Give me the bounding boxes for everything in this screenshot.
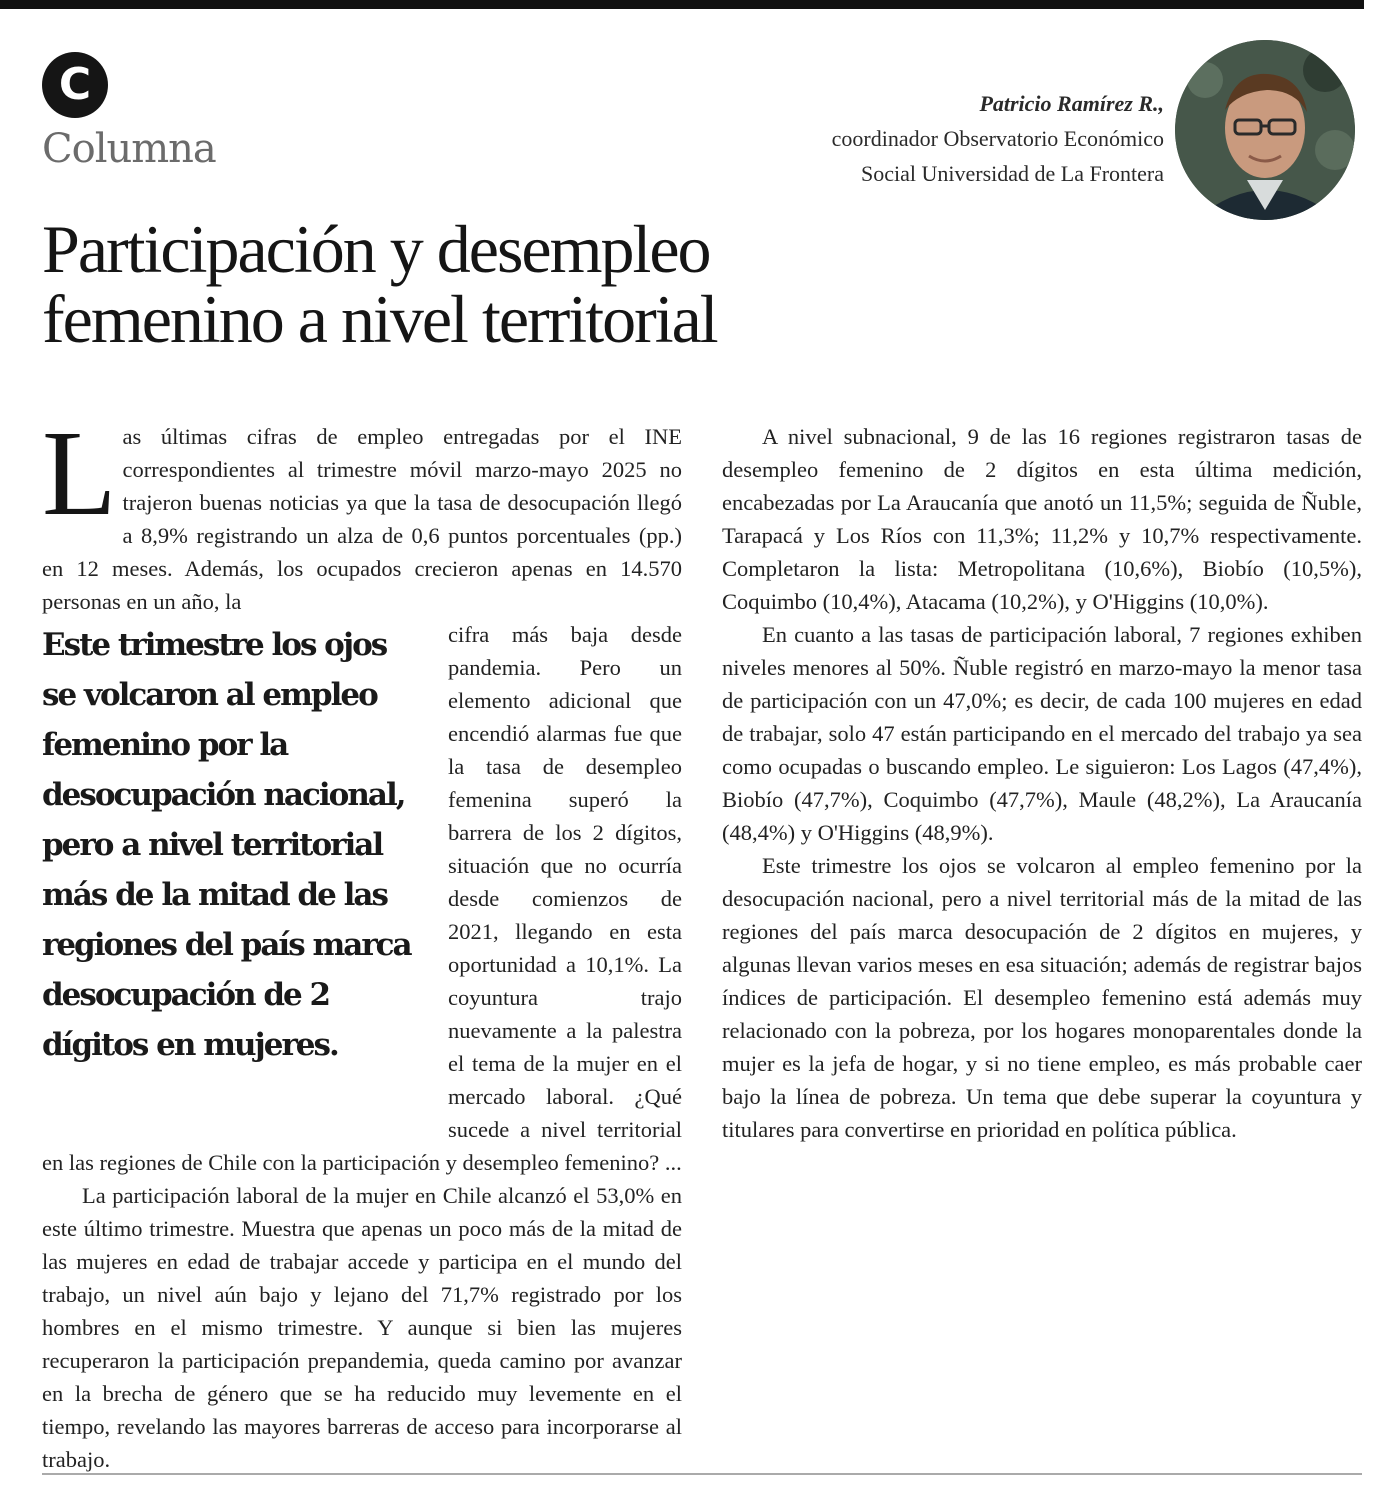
author-role-line1: coordinador Observatorio Económico [831, 126, 1164, 151]
paragraph-1-rest: cifra más baja desde pandemia. Pero un elemento adicional que encendió alarmas fue que la tasa de desempleo femenina superó la barrera de los 2 dígitos, situación que no ocurría desde comienzos de 2021, llegando en esta oportunidad a 10,1%. La coyuntura trajo nuevamente a la palestra el tema de la mujer en el mercado laboral. ¿Qué sucede a nivel territorial en las regiones de Chile con la participación y desempleo femenino? ... [42, 622, 682, 1175]
author-role-line2: Social Universidad de La Frontera [860, 161, 1164, 186]
headline: Participación y desempleo femenino a nivel territorial [42, 211, 717, 357]
paragraph-1-intro: as últimas cifras de empleo entregadas por el INE correspondientes al trimestre móvil marzo-mayo 2025 no trajeron buenas noticias ya que la tasa de desocupación llegó a 8,9% registrando un alza de 0,6 puntos porcentuales (pp.) en 12 meses. Además, los ocupados crecieron apenas en 14.570 personas en un año, la [42, 424, 682, 614]
column-badge: C [42, 52, 108, 118]
top-rule [0, 0, 1364, 9]
author-block [832, 86, 1164, 191]
drop-cap: L [42, 406, 117, 541]
bottom-rule [42, 1473, 1362, 1475]
author-photo [1175, 40, 1355, 220]
author-name: Patricio Ramírez R., [979, 91, 1164, 116]
paragraph-3: A nivel subnacional, 9 de las 16 regiones registraron tasas de desempleo femenino de 2 dígitos en esta última medición, encabezadas por La Araucanía que anotó un 11,5%; seguida de Ñuble, Tarapacá y Los Ríos con 11,3%; 11,2% y 10,7% respectivamente. Completaron la lista: Metropolitana (10,6%), Biobío (10,5%), Coquimbo (10,4%), Atacama (10,2%), y O'Higgins (10,0%). [722, 424, 1362, 614]
article-column-2 [722, 420, 1362, 1146]
paragraph-2: La participación laboral de la mujer en Chile alcanzó el 53,0% en este último trimestre. Muestra que apenas un poco más de la mitad de las mujeres en edad de trabajar accede y participa en el mundo del trabajo, un nivel aún bajo y lejano del 71,7% registrado por los hombres en el mismo trimestre. Y aunque si bien las mujeres recuperaron la participación prepandemia, queda camino por avanzar en la brecha de género que se ha reducido muy levemente en el tiempo, revelando las mayores barreras de acceso para incorporarse al trabajo. [42, 1183, 682, 1472]
paragraph-4: En cuanto a las tasas de participación laboral, 7 regiones exhiben niveles menores al 50%. Ñuble registró en marzo-mayo la menor tasa de participación con un 47,0%; es decir, de cada 100 mujeres en edad de trabajar, solo 47 están participando en el mercado del trabajo ya sea como ocupadas o buscando empleo. Le siguieron: Los Lagos (47,4%), Biobío (47,7%), Coquimbo (47,7%), Maule (48,2%), La Araucanía (48,4%) y O'Higgins (48,9%). [722, 622, 1362, 845]
pull-quote: Este trimestre los ojos se volcaron al empleo femenino por la desocupación nacional, pero a nivel territorial más de la mitad de las regiones del país marca desocupación de 2 dígitos en mujeres. [42, 627, 411, 1063]
paragraph-5: Este trimestre los ojos se volcaron al empleo femenino por la desocupación nacional, pero a nivel territorial más de la mitad de las regiones del país marca desocupación de 2 dígitos en mujeres, y algunas llevan varios meses en esa situación; además de registrar bajos índices de participación. El desempleo femenino está además muy relacionado con la pobreza, por los hogares monoparentales donde la mujer es la jefa de hogar, y si no tiene empleo, es más probable caer bajo la línea de pobreza. Un tema que debe superar la coyuntura y titulares para convertirse en prioridad en política pública. [722, 853, 1362, 1142]
article-column-1 [42, 406, 682, 1476]
section-label: Columna [42, 126, 216, 172]
author-portrait-icon [1175, 40, 1355, 220]
